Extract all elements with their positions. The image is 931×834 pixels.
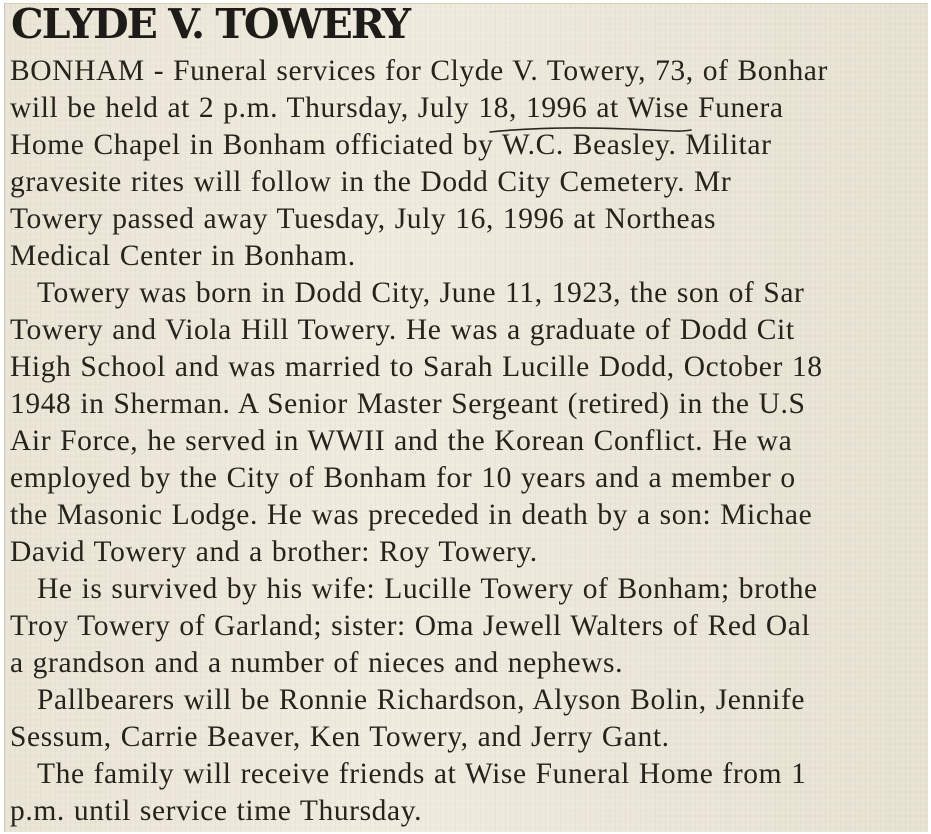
headline: CLYDE V. TOWERY	[11, 3, 409, 48]
article-line: the Masonic Lodge. He was preceded in death by a son: Michae	[10, 499, 813, 531]
article-line: BONHAM - Funeral services for Clyde V. Towery, 73, of Bonhar	[10, 55, 828, 87]
paragraph-first-line: He is survived by his wife: Lucille Towery of Bonham; brothe	[37, 573, 818, 605]
paragraph-first-line: Towery was born in Dodd City, June 11, 1923, the son of Sar	[37, 277, 805, 309]
article-line: will be held at 2 p.m. Thursday, July 18, 1996 at Wise Funera	[10, 92, 784, 124]
article-line: Towery and Viola Hill Towery. He was a graduate of Dodd Cit	[10, 314, 795, 346]
article-line: High School and was married to Sarah Lucille Dodd, October 18	[10, 351, 823, 383]
article-line: Towery passed away Tuesday, July 16, 1996 at Northeas	[10, 203, 717, 235]
article-line: David Towery and a brother: Roy Towery.	[10, 536, 538, 568]
article-line: Home Chapel in Bonham officiated by W.C. Beasley. Militar	[10, 129, 772, 161]
article-line: Air Force, he served in WWII and the Korean Conflict. He wa	[10, 425, 793, 457]
paragraph-first-line: Pallbearers will be Ronnie Richardson, Alyson Bolin, Jennife	[37, 684, 806, 716]
article-line: employed by the City of Bonham for 10 years and a member o	[10, 462, 796, 494]
paragraph-first-line: The family will receive friends at Wise Funeral Home from 1	[37, 758, 807, 790]
article-line: gravesite rites will follow in the Dodd City Cemetery. Mr	[10, 166, 732, 198]
article-line: a grandson and a number of nieces and nephews.	[10, 647, 624, 679]
article-line: p.m. until service time Thursday.	[10, 795, 423, 827]
article-line: Medical Center in Bonham.	[10, 240, 356, 272]
newspaper-clipping	[4, 3, 928, 832]
article-line: 1948 in Sherman. A Senior Master Sergeant (retired) in the U.S	[10, 388, 806, 420]
article-line: Sessum, Carrie Beaver, Ken Towery, and Jerry Gant.	[10, 721, 670, 753]
article-line: Troy Towery of Garland; sister: Oma Jewell Walters of Red Oal	[10, 610, 811, 642]
